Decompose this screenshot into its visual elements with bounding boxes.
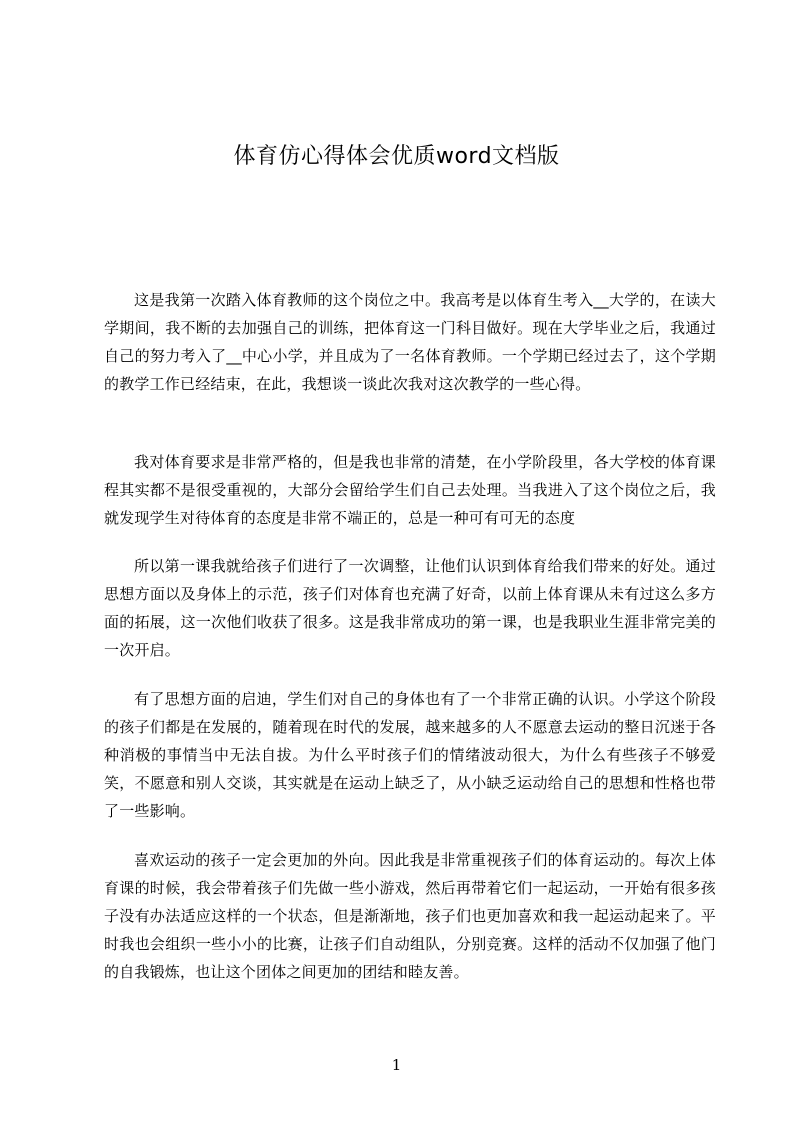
body-paragraph-3: 所以第一课我就给孩子们进行了一次调整，让他们认识到体育给我们带来的好处。通过思想方面以及身体上的示范，孩子们对体育也充满了好奇，以前上体育课从未有过这么多方面的拓展，这一次他们收获了很多。这是我非常成功的第一课，也是我职业生涯非常完美的一次开启。 [104,557,716,659]
body-paragraph-5: 喜欢运动的孩子一定会更加的外向。因此我是非常重视孩子们的体育运动的。每次上体育课的时候，我会带着孩子们先做一些小游戏，然后再带着它们一起运动，一开始有很多孩子没有办法适应这样的一个状态，但是渐渐地，孩子们也更加喜欢和我一起运动起来了。平时我也会组织一些小小的比赛，让孩子们自动组队，分别竞赛。这样的活动不仅加强了他门的自我锻炼，也让这个团体之间更加的团结和睦友善。 [104,851,716,981]
page-number: 1 [391,1056,402,1074]
body-paragraph-2: 我对体育要求是非常严格的，但是我也非常的清楚，在小学阶段里，各大学校的体育课程其实都不是很受重视的，大部分会留给学生们自己去处理。当我进入了这个岗位之后，我就发现学生对待体育的态度是非常不端正的，总是一种可有可无的态度 [104,453,716,527]
body-paragraph-1: 这是我第一次踏入体育教师的这个岗位之中。我高考是以体育生考入__大学的，在读大学期间，我不断的去加强自己的训练，把体育这一门科目做好。现在大学毕业之后，我通过自己的努力考入了__中心小学，并且成为了一名体育教师。一个学期已经过去了，这个学期的教学工作已经结束，在此，我想谈一谈此次我对这次教学的一些心得。 [104,291,716,393]
body-paragraph-4: 有了思想方面的启迪，学生们对自己的身体也有了一个非常正确的认识。小学这个阶段的孩子们都是在发展的，随着现在时代的发展，越来越多的人不愿意去运动的整日沉迷于各种消极的事情当中无法自拔。为什么平时孩子们的情绪波动很大，为什么有些孩子不够爱笑，不愿意和别人交谈，其实就是在运动上缺乏了，从小缺乏运动给自己的思想和性格也带了一些影响。 [104,690,716,820]
document-title: 体育仿心得体会优质word文档版 [233,144,560,169]
